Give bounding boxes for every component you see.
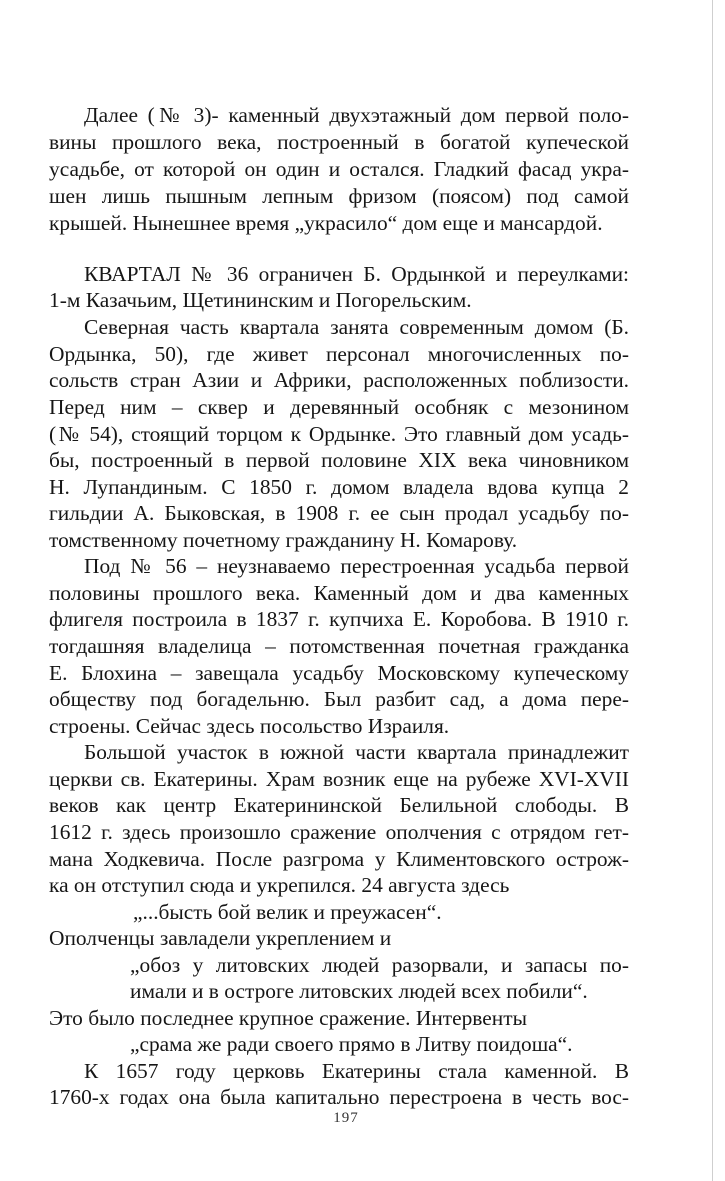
text-line: Перед ним – сквер и деревянный особняк с мезонином xyxy=(49,395,629,419)
quote-line: „срама же ради своего прямо в Литву поидоша“. xyxy=(130,1032,573,1056)
text-line: усадьбе, от которой он один и остался. Гладкий фасад укра- xyxy=(49,157,629,181)
text-line: 1-м Казачьим, Щетининским и Погорельским. xyxy=(49,288,472,312)
text-line: Под № 56 – неузнаваемо перестроенная усадьба первой xyxy=(84,554,629,578)
text-line: половины прошлого века. Каменный дом и два каменных xyxy=(49,581,629,605)
text-line: веков как центр Екатерининской Белильной слободы. В xyxy=(49,793,629,817)
text-line: Это было последнее крупное сражение. Интервенты xyxy=(49,1006,527,1030)
quote-line: „обоз у литовских людей разорвали, и запасы по- xyxy=(130,953,629,977)
quote-line: имали и в остроге литовских людей всех побили“. xyxy=(130,979,588,1003)
text-line: Далее (№ 3)- каменный двухэтажный дом первой поло- xyxy=(84,103,629,127)
page-edge-divider xyxy=(712,0,713,1181)
text-line: бы, построенный в первой половине XIX века чиновником xyxy=(49,448,629,472)
text-line: мана Ходкевича. После разгрома у Климентовского острож- xyxy=(49,847,629,871)
text-line: строены. Сейчас здесь посольство Израиля. xyxy=(49,714,450,738)
text-line: Северная часть квартала занята современным домом (Б. xyxy=(84,315,629,339)
text-line: флигеля построила в 1837 г. купчиха Е. Коробова. В 1910 г. xyxy=(49,607,629,631)
text-line: тогдашняя владелица – потомственная почетная гражданка xyxy=(49,634,629,658)
text-line: шен лишь пышным лепным фризом (поясом) под самой xyxy=(49,184,629,208)
text-line: Е. Блохина – завещала усадьбу Московскому купеческому xyxy=(49,661,629,685)
text-line: К 1657 году церковь Екатерины стала каменной. В xyxy=(84,1059,629,1083)
text-line: КВАРТАЛ № 36 ограничен Б. Ордынкой и переулками: xyxy=(84,262,629,286)
text-line: сольств стран Азии и Африки, расположенных поблизости. xyxy=(49,368,629,392)
text-line: гильдии А. Быковская, в 1908 г. ее сын продал усадьбу по- xyxy=(49,501,629,525)
text-line: Ордынка, 50), где живет персонал многочисленных по- xyxy=(49,342,629,366)
text-line: обществу под богадельню. Был разбит сад, а дома пере- xyxy=(49,687,629,711)
text-line: церкви св. Екатерины. Храм возник еще на рубеже XVI-XVII xyxy=(49,767,629,791)
text-line: Большой участок в южной части квартала принадлежит xyxy=(84,740,629,764)
text-line: 1760-х годах она была капитально перестроена в честь вос- xyxy=(49,1085,629,1109)
text-line: ка он отступил сюда и укрепился. 24 августа здесь xyxy=(49,873,510,897)
text-line: Ополченцы завладели укреплением и xyxy=(49,926,392,950)
page-number: 197 xyxy=(333,1110,359,1126)
text-line: (№ 54), стоящий торцом к Ордынке. Это главный дом усадь- xyxy=(49,422,629,446)
text-line: вины прошлого века, построенный в богатой купеческой xyxy=(49,130,629,154)
quote-line: „...бысть бой велик и преужасен“. xyxy=(133,900,442,924)
text-line: крышей. Нынешнее время „украсило“ дом еще и мансардой. xyxy=(49,211,603,235)
text-line: томственному почетному гражданину Н. Комарову. xyxy=(49,528,518,552)
text-line: Н. Лупандиным. С 1850 г. домом владела вдова купца 2 xyxy=(49,475,629,499)
text-line: 1612 г. здесь произошло сражение ополчения с отрядом гет- xyxy=(49,820,629,844)
